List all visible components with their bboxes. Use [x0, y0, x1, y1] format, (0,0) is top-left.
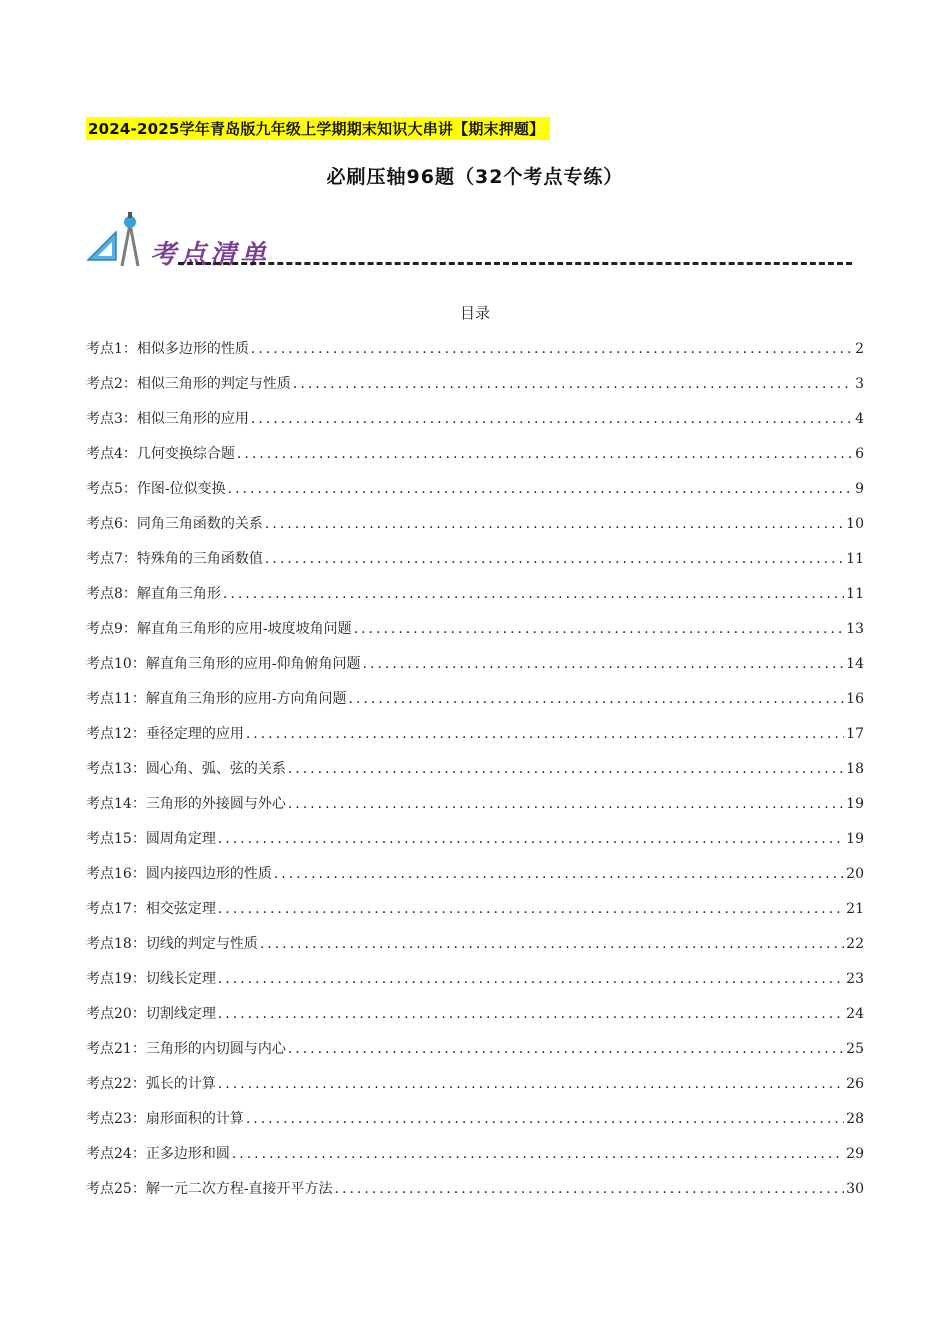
toc-entry-label: 考点8：解直角三角形: [86, 586, 221, 602]
toc-entry[interactable]: [86, 618, 864, 653]
banner-label: 考点清单: [150, 240, 271, 270]
toc-entry[interactable]: [86, 968, 864, 1003]
toc-entry-label: 考点22：弧长的计算: [86, 1076, 216, 1092]
toc-entry-label: 考点6：同角三角函数的关系: [86, 516, 263, 532]
toc-entry[interactable]: [86, 513, 864, 548]
toc-entry-label: 考点13：圆心角、弧、弦的关系: [86, 761, 286, 777]
toc-entry-page: 3: [855, 376, 864, 392]
banner-divider: [178, 262, 852, 265]
toc-entry[interactable]: [86, 1143, 864, 1178]
toc-dot-leader: [363, 656, 845, 672]
toc-dot-leader: [251, 411, 853, 427]
toc-entry-label: 考点12：垂径定理的应用: [86, 726, 244, 742]
toc-entry[interactable]: [86, 373, 864, 408]
toc-entry[interactable]: [86, 653, 864, 688]
toc-entry[interactable]: [86, 723, 864, 758]
toc-entry[interactable]: [86, 863, 864, 898]
toc-entry-label: 考点16：圆内接四边形的性质: [86, 866, 272, 882]
toc-entry-page: 16: [846, 691, 864, 707]
toc-entry-label: 考点20：切割线定理: [86, 1006, 216, 1022]
toc-entry-page: 25: [846, 1041, 864, 1057]
triangle-ruler-compass-icon: [86, 210, 150, 270]
toc-dot-leader: [349, 691, 845, 707]
toc-entry-page: 18: [846, 761, 864, 777]
toc-entry[interactable]: [86, 1108, 864, 1143]
toc-entry-label: 考点25：解一元二次方程-直接开平方法: [86, 1181, 333, 1197]
toc-dot-leader: [232, 1146, 844, 1162]
toc-dot-leader: [274, 866, 844, 882]
toc-entry-label: 考点23：扇形面积的计算: [86, 1111, 244, 1127]
toc-entry-page: 4: [855, 411, 864, 427]
toc-entry-page: 29: [846, 1146, 864, 1162]
toc-entry[interactable]: [86, 828, 864, 863]
toc-entry-page: 21: [846, 901, 864, 917]
toc-entry-page: 20: [846, 866, 864, 882]
toc-entry-page: 6: [855, 446, 864, 462]
toc-entry[interactable]: [86, 898, 864, 933]
toc-dot-leader: [218, 1006, 844, 1022]
toc-entry-label: 考点9：解直角三角形的应用-坡度坡角问题: [86, 621, 352, 637]
toc-entry-page: 11: [846, 586, 864, 602]
toc-entry-label: 考点2：相似三角形的判定与性质: [86, 376, 291, 392]
toc-entry[interactable]: [86, 443, 864, 478]
toc-entry-page: 19: [846, 796, 864, 812]
series-title: 2024-2025学年青岛版九年级上学期期末知识大串讲【期末押题】: [86, 117, 550, 140]
toc-dot-leader: [246, 1111, 844, 1127]
toc-dot-leader: [218, 831, 844, 847]
toc-entry[interactable]: [86, 1178, 864, 1213]
toc-heading: 目录: [459, 304, 490, 322]
toc-entry-page: 14: [846, 656, 864, 672]
toc-entry-label: 考点7：特殊角的三角函数值: [86, 551, 263, 567]
toc-dot-leader: [251, 341, 853, 357]
toc-entry[interactable]: [86, 548, 864, 583]
toc-dot-leader: [335, 1181, 845, 1197]
toc-entry-label: 考点4：几何变换综合题: [86, 446, 235, 462]
toc-entry-label: 考点5：作图-位似变换: [86, 481, 226, 497]
toc-dot-leader: [260, 936, 844, 952]
table-of-contents: [86, 338, 864, 1213]
toc-entry[interactable]: [86, 338, 864, 373]
toc-entry-page: 23: [846, 971, 864, 987]
toc-dot-leader: [354, 621, 845, 637]
toc-dot-leader: [288, 761, 844, 777]
toc-entry[interactable]: [86, 1073, 864, 1108]
toc-dot-leader: [246, 726, 844, 742]
toc-dot-leader: [218, 1076, 844, 1092]
toc-entry-label: 考点11：解直角三角形的应用-方向角问题: [86, 691, 347, 707]
toc-entry-label: 考点3：相似三角形的应用: [86, 411, 249, 427]
toc-dot-leader: [237, 446, 853, 462]
toc-entry[interactable]: [86, 1038, 864, 1073]
toc-entry-label: 考点10：解直角三角形的应用-仰角俯角问题: [86, 656, 361, 672]
toc-entry[interactable]: [86, 758, 864, 793]
toc-entry-page: 11: [846, 551, 864, 567]
toc-entry-label: 考点14：三角形的外接圆与外心: [86, 796, 286, 812]
toc-dot-leader: [288, 1041, 844, 1057]
toc-entry[interactable]: [86, 408, 864, 443]
toc-entry-label: 考点18：切线的判定与性质: [86, 936, 258, 952]
toc-entry-label: 考点15：圆周角定理: [86, 831, 216, 847]
toc-entry-page: 9: [855, 481, 864, 497]
document-title: 必刷压轴96题（32个考点专练）: [326, 166, 624, 188]
toc-dot-leader: [218, 971, 844, 987]
toc-dot-leader: [223, 586, 844, 602]
toc-entry[interactable]: [86, 933, 864, 968]
toc-entry[interactable]: [86, 583, 864, 618]
toc-entry-label: 考点17：相交弦定理: [86, 901, 216, 917]
toc-entry-label: 考点21：三角形的内切圆与内心: [86, 1041, 286, 1057]
toc-dot-leader: [288, 796, 844, 812]
toc-entry-page: 30: [846, 1181, 864, 1197]
toc-entry-page: 13: [846, 621, 864, 637]
toc-entry-label: 考点19：切线长定理: [86, 971, 216, 987]
toc-entry-page: 17: [846, 726, 864, 742]
toc-entry-page: 10: [846, 516, 864, 532]
toc-entry[interactable]: [86, 793, 864, 828]
toc-entry-page: 24: [846, 1006, 864, 1022]
toc-dot-leader: [293, 376, 853, 392]
toc-entry[interactable]: [86, 478, 864, 513]
toc-entry-page: 22: [846, 936, 864, 952]
toc-dot-leader: [228, 481, 853, 497]
toc-entry-page: 2: [855, 341, 864, 357]
toc-entry-page: 19: [846, 831, 864, 847]
toc-dot-leader: [265, 516, 844, 532]
toc-dot-leader: [265, 551, 844, 567]
toc-entry-label: 考点1：相似多边形的性质: [86, 341, 249, 357]
toc-entry-page: 26: [846, 1076, 864, 1092]
toc-entry[interactable]: [86, 1003, 864, 1038]
toc-entry-label: 考点24：正多边形和圆: [86, 1146, 230, 1162]
toc-dot-leader: [218, 901, 844, 917]
toc-entry[interactable]: [86, 688, 864, 723]
toc-entry-page: 28: [846, 1111, 864, 1127]
